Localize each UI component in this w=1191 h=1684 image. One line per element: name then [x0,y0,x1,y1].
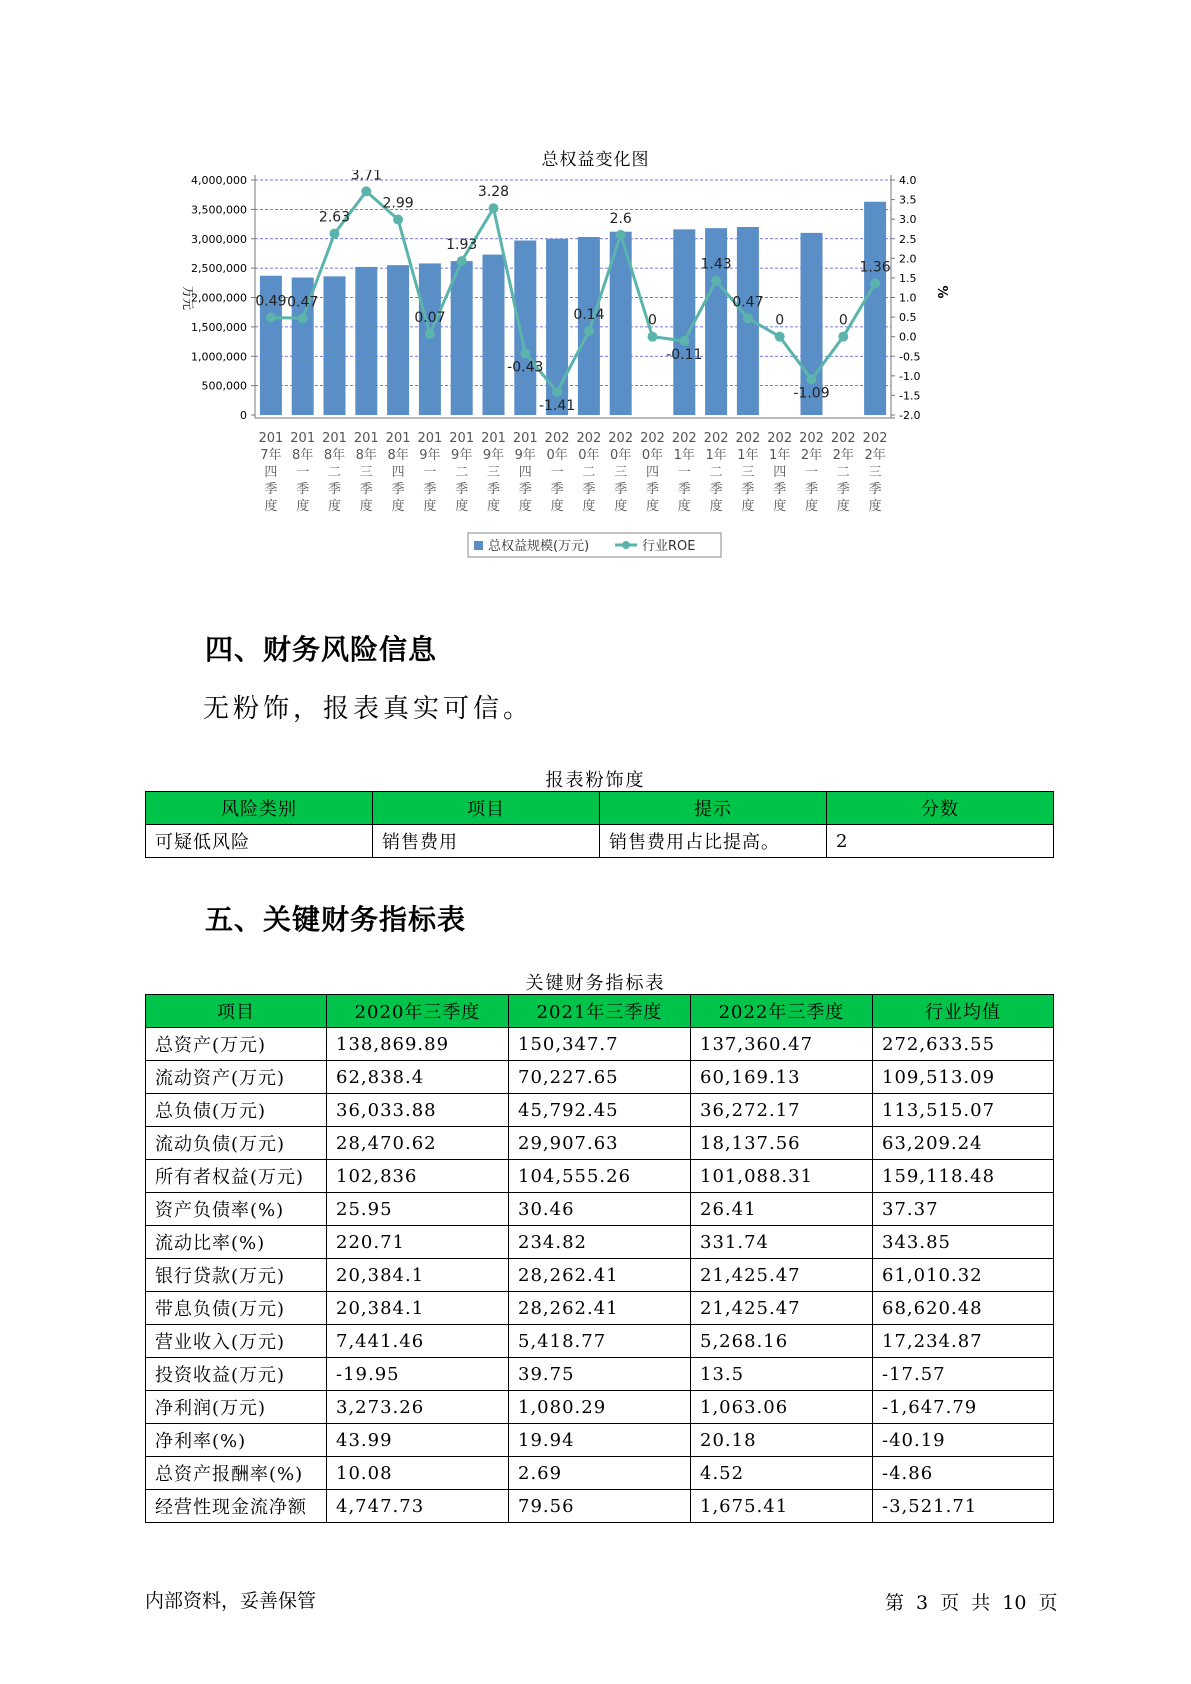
x-tick-label: 四 [518,465,532,480]
indicator-table-cell: 7,441.46 [327,1325,509,1358]
indicator-table-cell: 45,792.45 [509,1094,691,1127]
indicator-table-row [146,1127,1054,1160]
roe-data-label: 0.14 [573,307,605,324]
indicator-table-cell: 43.99 [327,1424,509,1457]
risk-table-row [146,825,1054,858]
roe-point [266,312,276,322]
x-tick-label: 8年 [323,448,346,463]
indicator-table-cell: 61,010.32 [873,1259,1054,1292]
indicator-table-cell: 28,470.62 [327,1127,509,1160]
roe-point [711,276,721,286]
x-tick-label: 季 [741,482,755,497]
indicator-table-cell: 60,169.13 [691,1061,873,1094]
x-tick-label: 度 [773,499,787,514]
right-tick-label: -1.0 [899,369,921,383]
roe-point [584,326,594,336]
x-tick-label: 三 [741,465,755,480]
x-tick-label: 四 [773,465,787,480]
x-tick-label: 201 [481,431,506,446]
indicator-table-cell: 150,347.7 [509,1028,691,1061]
bar [451,261,473,415]
right-tick-label: 4.0 [899,174,917,187]
indicator-table-cell: 36,272.17 [691,1094,873,1127]
roe-data-label: 0.07 [414,309,446,326]
section4-heading: 四、财务风险信息 [205,633,438,666]
left-tick-label: 1,000,000 [191,350,247,364]
indicator-table-cell: 19.94 [509,1424,691,1457]
roe-data-label: 1.36 [859,259,891,276]
indicator-table-cell: 1,080.29 [509,1391,691,1424]
right-tick-label: 3.5 [899,193,917,207]
roe-point [457,256,467,266]
indicator-table-cell: 总负债(万元) [146,1094,327,1127]
indicator-table-row [146,1028,1054,1061]
indicator-table-cell: 流动负债(万元) [146,1127,327,1160]
indicator-table-row [146,1457,1054,1490]
right-tick-label: -0.5 [899,350,921,364]
roe-point [648,332,658,342]
bar [578,237,600,415]
roe-point [870,278,880,288]
x-tick-label: 202 [544,431,570,446]
x-tick-label: 202 [767,431,793,446]
x-tick-label: 季 [518,482,532,497]
x-tick-label: 度 [550,499,564,514]
right-tick-label: 1.5 [899,271,917,285]
indicator-table-cell: 159,118.48 [873,1160,1054,1193]
roe-data-label: 0.47 [287,294,319,311]
equity-chart [160,170,1040,590]
x-tick-label: 度 [296,499,310,514]
indicator-table [145,994,1054,1523]
indicator-table-cell: 20,384.1 [327,1259,509,1292]
x-tick-label: 季 [868,482,882,497]
indicator-table-header-cell: 行业均值 [873,995,1054,1028]
indicator-table-row [146,1391,1054,1424]
x-tick-label: 0年 [578,448,600,463]
indicator-table-cell: 银行贷款(万元) [146,1259,327,1292]
indicator-table-cell: 总资产(万元) [146,1028,327,1061]
section5-heading: 五、关键财务指标表 [205,903,467,936]
x-tick-label: 度 [836,499,850,514]
indicator-table-row [146,1259,1054,1292]
x-tick-label: 一 [677,465,691,480]
right-tick-label: 1.0 [899,291,917,305]
risk-table-cell: 可疑低风险 [146,825,373,858]
x-tick-label: 季 [773,482,787,497]
right-axis-label: % [934,285,949,299]
x-tick-label: 度 [486,499,501,514]
indicator-table-cell: 68,620.48 [873,1292,1054,1325]
x-tick-label: 二 [582,465,596,480]
indicator-table-cell: 28,262.41 [509,1259,691,1292]
x-tick-label: 季 [677,482,691,497]
x-tick-label: 202 [671,431,697,446]
left-tick-label: 3,000,000 [191,232,247,246]
risk-table-header-cell: 风险类别 [146,792,373,825]
x-tick-label: 2年 [832,448,854,463]
indicator-table-cell: 138,869.89 [327,1028,509,1061]
x-tick-label: 四 [391,465,405,480]
x-tick-label: 度 [455,499,469,514]
indicator-table-cell: 62,838.4 [327,1061,509,1094]
indicator-table-cell: 21,425.47 [691,1259,873,1292]
indicator-table-cell: 25.95 [327,1193,509,1226]
right-tick-label: 0.5 [899,311,917,325]
x-tick-label: 三 [614,465,628,480]
indicator-table-cell: 20,384.1 [327,1292,509,1325]
indicator-table-cell: 37.37 [873,1193,1054,1226]
x-tick-label: 三 [359,465,373,480]
roe-point [552,387,562,397]
left-tick-label: 3,500,000 [191,203,247,217]
x-tick-label: 季 [836,482,850,497]
x-tick-label: 二 [836,465,850,480]
x-tick-label: 二 [327,465,342,480]
x-tick-label: 一 [804,465,819,480]
x-tick-label: 度 [518,499,532,514]
risk-table-header-cell: 项目 [373,792,600,825]
x-tick-label: 季 [423,482,437,497]
x-tick-label: 9年 [514,448,536,463]
indicator-table-cell: -17.57 [873,1358,1054,1391]
roe-data-label: 0.49 [255,293,287,310]
x-tick-label: 8年 [292,448,314,463]
legend-bar-label: 总权益规模(万元) [488,539,590,554]
x-tick-label: 一 [296,465,310,480]
x-tick-label: 202 [640,431,665,446]
left-tick-label: 500,000 [201,379,247,393]
x-tick-label: 202 [608,431,634,446]
x-tick-label: 度 [327,499,342,514]
x-tick-label: 季 [327,482,342,497]
x-tick-label: 8年 [355,448,377,463]
indicator-table-cell: 5,268.16 [691,1325,873,1358]
x-tick-label: 季 [455,482,469,497]
right-tick-label: 2.0 [899,252,917,266]
indicator-table-header-cell: 项目 [146,995,327,1028]
indicator-table-row [146,1358,1054,1391]
x-tick-label: 201 [258,431,284,446]
x-tick-label: 度 [677,499,691,514]
risk-table-cell: 销售费用 [373,825,600,858]
x-tick-label: 0年 [610,448,632,463]
x-tick-label: 季 [645,482,660,497]
footer-page-number: 第 3 页 共 10 页 [885,1592,1058,1614]
indicator-table-cell: -19.95 [327,1358,509,1391]
roe-point [298,313,308,323]
legend-line-label: 行业ROE [642,539,696,554]
risk-table-cell: 2 [827,825,1054,858]
x-tick-label: 201 [512,431,538,446]
x-tick-label: 2年 [800,448,823,463]
roe-data-label: -1.41 [538,397,576,414]
left-tick-label: 2,500,000 [191,262,247,276]
bar [324,276,346,415]
roe-point [838,332,848,342]
indicator-table-cell: 营业收入(万元) [146,1325,327,1358]
roe-data-label: 0 [648,312,657,329]
risk-table-header-cell: 提示 [600,792,827,825]
roe-data-label: 0 [838,312,848,329]
indicator-table-row [146,1094,1054,1127]
x-tick-label: 度 [391,499,405,514]
x-tick-label: 度 [709,499,723,514]
risk-table-caption: 报表粉饰度 [545,770,646,791]
indicator-table-cell: 2.69 [509,1457,691,1490]
x-tick-label: 一 [550,465,564,480]
x-tick-label: 9年 [451,448,473,463]
bar [419,263,441,415]
x-tick-label: 季 [709,482,723,497]
x-tick-label: 度 [582,499,596,514]
roe-point [489,203,499,213]
indicator-table-cell: 26.41 [691,1193,873,1226]
x-tick-label: 201 [290,431,316,446]
roe-data-label: 2.99 [382,195,414,212]
left-tick-label: 0 [240,409,247,422]
x-tick-label: 1年 [705,448,727,463]
indicator-table-row [146,1061,1054,1094]
right-tick-label: 2.5 [899,232,917,246]
roe-point [743,313,753,323]
x-tick-label: 201 [449,431,475,446]
x-tick-label: 201 [385,431,411,446]
bar [483,255,505,415]
left-tick-label: 2,000,000 [191,291,247,305]
roe-point [679,336,689,346]
x-tick-label: 度 [614,499,628,514]
indicator-table-cell: 带息负债(万元) [146,1292,327,1325]
indicator-table-cell: 70,227.65 [509,1061,691,1094]
x-tick-label: 一 [423,465,437,480]
risk-table-header-cell: 分数 [827,792,1054,825]
indicator-table-cell: 28,262.41 [509,1292,691,1325]
indicator-table-cell: 流动比率(%) [146,1226,327,1259]
indicator-table-header-cell: 2021年三季度 [509,995,691,1028]
indicator-table-cell: 234.82 [509,1226,691,1259]
bar [673,229,695,415]
indicator-table-cell: 220.71 [327,1226,509,1259]
indicator-table-cell: 总资产报酬率(%) [146,1457,327,1490]
roe-data-label: 2.6 [609,210,632,227]
x-tick-label: 季 [296,482,310,497]
indicator-table-cell: 3,273.26 [327,1391,509,1424]
indicator-table-cell: 所有者权益(万元) [146,1160,327,1193]
indicator-table-cell: 4.52 [691,1457,873,1490]
indicator-table-caption: 关键财务指标表 [525,973,666,994]
roe-data-label: 3.71 [350,170,382,184]
x-tick-label: 二 [455,465,469,480]
indicator-table-cell: -1,647.79 [873,1391,1054,1424]
indicator-table-header-cell: 2022年三季度 [691,995,873,1028]
indicator-table-cell: 63,209.24 [873,1127,1054,1160]
chart-title: 总权益变化图 [541,150,650,170]
x-tick-label: 三 [868,465,882,480]
bar [514,241,536,415]
roe-data-label: -0.43 [507,359,544,376]
x-tick-label: 四 [645,465,660,480]
x-tick-label: 9年 [482,448,505,463]
indicator-table-cell: 30.46 [509,1193,691,1226]
indicator-table-cell: 343.85 [873,1226,1054,1259]
x-tick-label: 7年 [260,448,282,463]
indicator-table-cell: 21,425.47 [691,1292,873,1325]
indicator-table-cell: 1,675.41 [691,1490,873,1523]
x-tick-label: 度 [804,499,819,514]
x-tick-label: 202 [830,431,856,446]
indicator-table-cell: 投资收益(万元) [146,1358,327,1391]
right-tick-label: 0.0 [899,330,917,344]
x-tick-label: 度 [359,499,373,514]
x-tick-label: 度 [423,499,437,514]
right-tick-label: -1.5 [899,389,921,403]
indicator-table-cell: 113,515.07 [873,1094,1054,1127]
x-tick-label: 202 [576,431,602,446]
indicator-table-cell: -4.86 [873,1457,1054,1490]
indicator-table-cell: 流动资产(万元) [146,1061,327,1094]
indicator-table-row [146,1226,1054,1259]
indicator-table-cell: 102,836 [327,1160,509,1193]
x-tick-label: 季 [264,482,278,497]
roe-point [807,374,817,384]
x-tick-label: 0年 [546,448,568,463]
roe-point [520,349,530,359]
x-tick-label: 202 [703,431,729,446]
indicator-table-cell: 18,137.56 [691,1127,873,1160]
x-tick-label: 季 [550,482,564,497]
risk-table [145,791,1054,858]
roe-point [425,329,435,339]
x-tick-label: 202 [735,431,761,446]
indicator-table-row [146,1325,1054,1358]
roe-point [616,230,626,240]
x-tick-label: 8年 [387,448,409,463]
indicator-table-cell: 331.74 [691,1226,873,1259]
x-tick-label: 1年 [673,448,695,463]
indicator-table-cell: 资产负债率(%) [146,1193,327,1226]
indicator-table-cell: -3,521.71 [873,1490,1054,1523]
right-tick-label: 3.0 [899,213,917,227]
risk-table-cell: 销售费用占比提高。 [600,825,827,858]
indicator-table-cell: 净利率(%) [146,1424,327,1457]
roe-point [361,186,371,196]
x-tick-label: 二 [709,465,723,480]
x-tick-label: 三 [486,465,501,480]
indicator-table-cell: 79.56 [509,1490,691,1523]
x-tick-label: 季 [614,482,628,497]
indicator-table-cell: 109,513.09 [873,1061,1054,1094]
indicator-table-cell: 经营性现金流净额 [146,1490,327,1523]
bar [864,202,886,415]
bar [387,265,409,415]
x-tick-label: 度 [741,499,755,514]
indicator-table-header-cell: 2020年三季度 [327,995,509,1028]
left-tick-label: 4,000,000 [191,174,247,187]
x-tick-label: 201 [417,431,443,446]
indicator-table-row [146,1490,1054,1523]
x-tick-label: 季 [391,482,405,497]
left-tick-label: 1,500,000 [191,320,247,334]
x-tick-label: 度 [868,499,882,514]
section4-text: 无粉饰，报表真实可信。 [203,694,534,724]
x-tick-label: 季 [486,482,501,497]
indicator-table-row [146,1292,1054,1325]
indicator-table-cell: 137,360.47 [691,1028,873,1061]
x-tick-label: 季 [359,482,373,497]
roe-data-label: 1.43 [700,256,732,273]
x-tick-label: 9年 [419,448,441,463]
x-tick-label: 度 [264,499,278,514]
roe-data-label: -0.11 [666,346,703,363]
indicator-table-row [146,1193,1054,1226]
x-tick-label: 2年 [864,448,886,463]
x-tick-label: 201 [353,431,379,446]
x-tick-label: 1年 [737,448,759,463]
bar [355,267,377,415]
indicator-table-cell: 29,907.63 [509,1127,691,1160]
x-tick-label: 201 [322,431,347,446]
left-axis-label: 万元 [181,285,195,311]
roe-point [393,215,403,225]
legend-bar-swatch [474,541,483,550]
indicator-table-cell: 272,633.55 [873,1028,1054,1061]
x-tick-label: 季 [582,482,596,497]
indicator-table-cell: 1,063.06 [691,1391,873,1424]
roe-data-label: 2.63 [318,209,351,226]
indicator-table-cell: 5,418.77 [509,1325,691,1358]
x-tick-label: 四 [264,465,278,480]
roe-data-label: 1.93 [446,237,478,254]
indicator-table-cell: 104,555.26 [509,1160,691,1193]
indicator-table-cell: 17,234.87 [873,1325,1054,1358]
indicator-table-cell: 10.08 [327,1457,509,1490]
x-tick-label: 0年 [641,448,664,463]
roe-data-label: 3.28 [477,184,510,201]
indicator-table-cell: 20.18 [691,1424,873,1457]
roe-data-label: 0 [775,312,785,329]
legend-line-marker [622,541,630,549]
roe-point [775,332,785,342]
x-tick-label: 1年 [769,448,791,463]
roe-data-label: 0.47 [732,294,764,311]
indicator-table-row [146,1160,1054,1193]
indicator-table-cell: 净利润(万元) [146,1391,327,1424]
indicator-table-row [146,1424,1054,1457]
indicator-table-cell: 4,747.73 [327,1490,509,1523]
indicator-table-cell: 13.5 [691,1358,873,1391]
indicator-table-cell: 39.75 [509,1358,691,1391]
x-tick-label: 度 [645,499,660,514]
indicator-table-cell: 36,033.88 [327,1094,509,1127]
indicator-table-cell: 101,088.31 [691,1160,873,1193]
roe-data-label: -1.09 [793,385,830,402]
right-tick-label: -2.0 [899,409,921,422]
roe-point [330,229,340,239]
footer-confidential: 内部资料，妥善保管 [145,1590,317,1612]
x-tick-label: 季 [804,482,819,497]
x-tick-label: 202 [799,431,824,446]
x-tick-label: 202 [862,431,888,446]
indicator-table-cell: -40.19 [873,1424,1054,1457]
